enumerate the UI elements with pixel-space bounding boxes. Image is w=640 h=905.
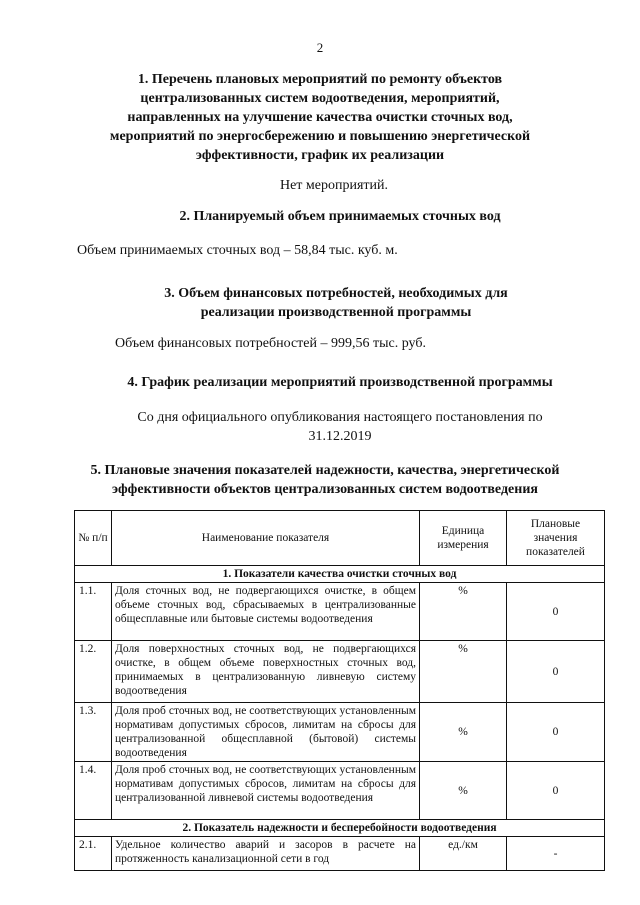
header-value: Плановые значения показателей [507, 511, 605, 566]
header-unit: Единица измерения [420, 511, 507, 566]
page-number: 2 [316, 40, 324, 55]
section-3-title [36, 284, 636, 322]
row-unit: ед./км [420, 837, 507, 871]
section-2-title: 2. Планируемый объем принимаемых сточных вод [179, 209, 501, 224]
row-unit: % [420, 703, 507, 762]
section-1-title [0, 70, 640, 165]
section-5-title-line: 5. Плановые значения показателей надежности, качества, энергетической [90, 463, 560, 478]
indicators-table [74, 510, 605, 871]
section-5-title-line: эффективности объектов централизованных систем водоотведения [112, 482, 538, 497]
table-row [75, 583, 605, 641]
section-1-title-line: направленных на улучшение качества очистки сточных вод, [127, 110, 513, 125]
table-row [75, 762, 605, 820]
section-5-title [25, 461, 625, 499]
row-value: - [507, 837, 605, 871]
header-num: № п/п [75, 511, 112, 566]
section-1-title-line: эффективности, график их реализации [195, 148, 445, 163]
header-name: Наименование показателя [112, 511, 420, 566]
section-4-text [0, 408, 640, 446]
row-name: Удельное количество аварий и засоров в расчете на протяженность канализационной сети в год [112, 837, 420, 871]
row-unit: % [420, 762, 507, 820]
table-row [75, 837, 605, 871]
section-4-title: 4. График реализации мероприятий производственной программы [127, 375, 553, 390]
table-row [75, 703, 605, 762]
section-3-title-line: реализации производственной программы [200, 305, 472, 320]
group-title: 2. Показатель надежности и бесперебойности водоотведения [75, 820, 605, 837]
row-unit: % [420, 641, 507, 703]
section-2-text: Объем принимаемых сточных вод – 58,84 тыс. куб. м. [77, 243, 398, 258]
section-1-title-line: централизованных систем водоотведения, мероприятий, [140, 91, 500, 106]
section-3-text: Объем финансовых потребностей – 999,56 тыс. руб. [115, 336, 426, 351]
table-header-row [75, 511, 605, 566]
page-bottom-edge [0, 897, 640, 905]
section-1-title-line: мероприятий по энергосбережению и повышению энергетической [109, 129, 531, 144]
row-name: Доля проб сточных вод, не соответствующих установленным нормативам допустимых сбросов, лимитам на сбросы для централизованной общесплавной (бытовой) системы водоотведения [112, 703, 420, 762]
row-num: 1.1. [75, 583, 112, 641]
group-title: 1. Показатели качества очистки сточных вод [75, 566, 605, 583]
row-num: 1.4. [75, 762, 112, 820]
section-1-title-line: 1. Перечень плановых мероприятий по ремонту объектов [137, 72, 503, 87]
row-value: 0 [507, 583, 605, 641]
row-value: 0 [507, 641, 605, 703]
section-4-text-line: Со дня официального опубликования настоящего постановления по [137, 410, 543, 425]
row-value: 0 [507, 703, 605, 762]
row-unit: % [420, 583, 507, 641]
row-name: Доля поверхностных сточных вод, не подвергающихся очистке, в общем объеме поверхностных сточных вод, принимаемых в централизованную ливневую систему водоотведения [112, 641, 420, 703]
row-name: Доля сточных вод, не подвергающихся очистке, в общем объеме сточных вод, сбрасываемых в централизованные общесплавные или бытовые системы водоотведения [112, 583, 420, 641]
row-value: 0 [507, 762, 605, 820]
section-3-title-line: 3. Объем финансовых потребностей, необходимых для [164, 286, 508, 301]
section-4-text-line: 31.12.2019 [308, 429, 372, 444]
table-row [75, 641, 605, 703]
row-num: 2.1. [75, 837, 112, 871]
section-1-text: Нет мероприятий. [279, 178, 389, 193]
row-name: Доля проб сточных вод, не соответствующих установленным нормативам допустимых сбросов, лимитам на сбросы для централизованной ливневой системы водоотведения [112, 762, 420, 820]
table-group-row [75, 566, 605, 583]
row-num: 1.2. [75, 641, 112, 703]
row-num: 1.3. [75, 703, 112, 762]
table-group-row [75, 820, 605, 837]
